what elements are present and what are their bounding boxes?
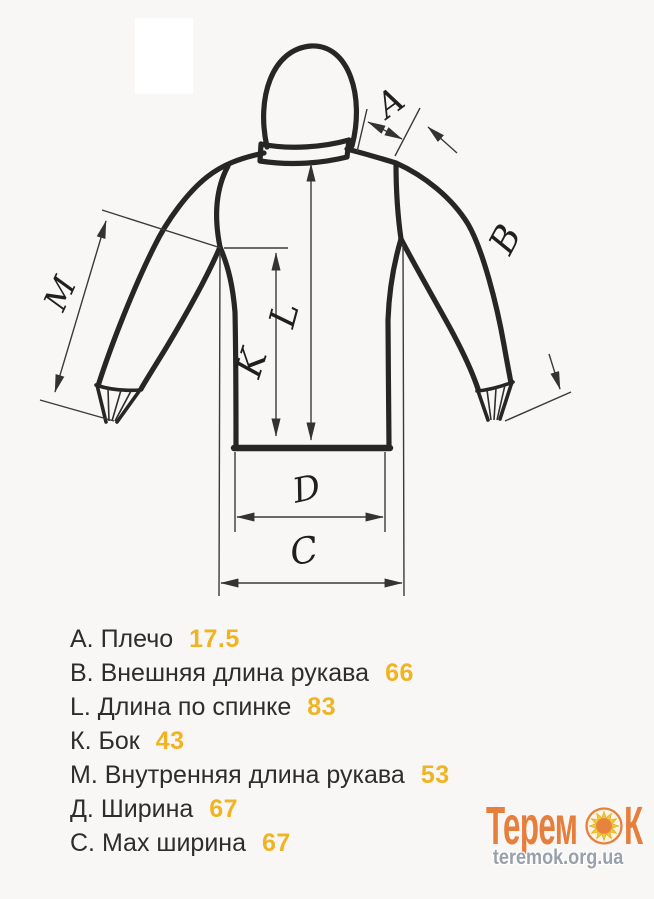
dimension-B-bottom-arrow [549,354,560,389]
measurement-value: 83 [307,693,337,721]
measurement-label: Д. Ширина [70,795,194,823]
measurement-value: 17.5 [189,625,240,653]
label-C: C [286,529,322,575]
measurement-value: 66 [385,659,414,687]
hood-outline [264,46,357,147]
teremok-logo [486,796,651,870]
left-sleeve-inner [141,247,220,389]
right-armhole-seam [396,163,401,239]
measurement-row [70,792,450,826]
right-shoulder-sleeve-outer [347,149,511,383]
measurement-row [70,826,450,860]
label-A: A [368,79,413,127]
measurement-row [70,690,450,724]
logo-text-start: Терем [486,796,578,856]
dimension-A-shoulder [368,122,402,139]
measurement-row [70,724,450,758]
measurement-value: 43 [155,727,185,755]
measurement-row [70,758,450,792]
logo-website: teremok.org.ua [492,846,624,869]
right-sleeve-inner [401,239,478,389]
dimension-B-bottom-extension [505,392,571,421]
measurement-label: L. Длина по спинке [70,693,292,721]
measurement-label: А. Плечо [70,625,174,653]
right-body-edge [388,239,401,446]
measurement-list [70,622,450,860]
measurement-label: В. Внешняя длина рукава [70,659,370,687]
label-K: K [228,344,276,383]
measurement-label: С. Мах ширина [70,829,247,857]
measurement-row [70,656,450,690]
measurement-value: 67 [209,795,239,823]
logo-text-end: К [624,796,644,856]
label-B: B [481,218,531,261]
measurement-value: 53 [420,761,450,789]
left-cuff [96,385,141,422]
left-body-edge [220,247,236,446]
measurement-value: 67 [262,829,291,857]
measurement-row [70,622,450,656]
teremok-logo-wordmark [486,796,651,856]
label-M: M [35,270,85,317]
label-L: L [261,298,308,332]
left-armhole-seam [217,166,228,247]
measurement-label: К. Бок [70,727,140,755]
label-D: D [289,466,325,512]
collar-band [260,140,349,164]
dimension-B-top-arrow [428,127,457,153]
measurement-label: М. Внутренняя длина рукава [70,761,405,789]
sun-icon [585,807,623,845]
background-patch [135,18,193,94]
